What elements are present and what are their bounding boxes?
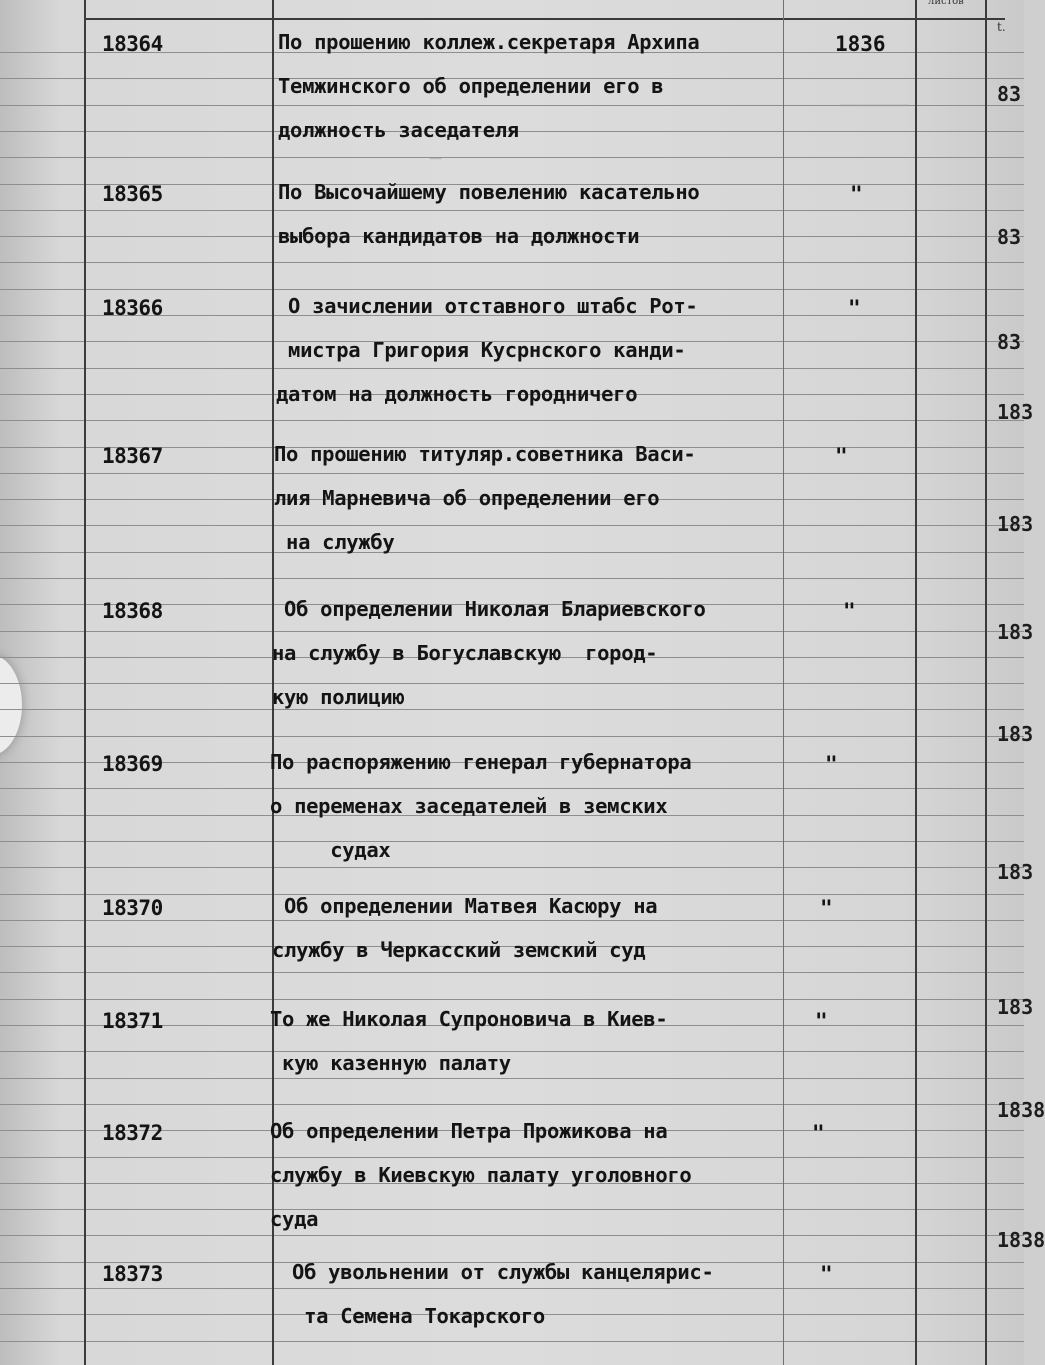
- margin-number: 83: [997, 225, 1022, 249]
- bleed-through-text: ──────: [840, 95, 909, 117]
- column-border-title: [783, 0, 784, 1365]
- column-border-year: [915, 0, 917, 1365]
- entry-number: 18364: [102, 32, 163, 56]
- entry-title-line: О зачислении отставного штабс Рот-: [276, 294, 698, 318]
- entry-title-line: службу в Киевскую палату уголовного: [270, 1163, 692, 1187]
- margin-number: 183: [997, 400, 1034, 424]
- ruled-line: [0, 736, 1024, 737]
- entry-title: [272, 587, 706, 719]
- ruled-line: [0, 157, 1024, 158]
- entry-year: ": [843, 599, 856, 623]
- margin-number: 1838: [997, 1228, 1045, 1252]
- entry-number: 18372: [102, 1121, 163, 1145]
- margin-number: 183: [997, 995, 1034, 1019]
- entry-title-line: на службу: [274, 530, 395, 554]
- margin-stub-label: t.: [997, 20, 1006, 34]
- entry-title: [270, 740, 691, 872]
- entry-year: ": [825, 752, 838, 776]
- entry-title-line: Темжинского об определении его в: [278, 74, 664, 98]
- entry-title-line: на службу в Богуславскую город-: [272, 641, 658, 665]
- entry-number: 18367: [102, 444, 163, 468]
- entry-number: 18369: [102, 752, 163, 776]
- entry-number: 18365: [102, 182, 163, 206]
- entry-title-line: кую полицию: [272, 685, 405, 709]
- entry-title: [274, 432, 695, 564]
- margin-number: 83: [997, 82, 1022, 106]
- entry-title-line: лия Марневича об определении его: [274, 486, 660, 510]
- entry-title-line: По прошению коллеж.секретаря Архипа: [278, 30, 700, 54]
- bleed-through-text: ─: [430, 148, 442, 170]
- entry-title-line: та Семена Токарского: [280, 1304, 545, 1328]
- entry-year: ": [848, 296, 861, 320]
- entry-number: 18370: [102, 896, 163, 920]
- entry-year: ": [835, 444, 848, 468]
- entry-title-line: Об определении Петра Прожикова на: [270, 1119, 668, 1143]
- column-border-left: [84, 0, 86, 1365]
- entry-title: [278, 170, 699, 258]
- entry-title-line: датом на должность городничего: [276, 382, 638, 406]
- margin-number: 183: [997, 512, 1034, 536]
- entry-number: 18366: [102, 296, 163, 320]
- entry-year: ": [820, 896, 833, 920]
- entry-title: [278, 20, 699, 152]
- entry-title: [270, 997, 667, 1085]
- entry-title-line: По распоряжению генерал губернатора: [270, 750, 692, 774]
- entry-year: ": [820, 1262, 833, 1286]
- entry-title: [280, 1250, 714, 1338]
- ruled-line: [0, 1104, 1024, 1105]
- entry-title-line: судах: [270, 838, 391, 862]
- entry-title: [272, 884, 657, 972]
- entry-title-line: мистра Григория Кусрнского канди-: [276, 338, 686, 362]
- entry-title-line: По Высочайшему повелению касательно: [278, 180, 700, 204]
- entry-title-line: Об определении Николая Блариевского: [272, 597, 706, 621]
- entry-title: [276, 284, 697, 416]
- ruled-line: [0, 578, 1024, 579]
- ruled-line: [0, 262, 1024, 263]
- entry-title-line: По прошению титуляр.советника Васи-: [274, 442, 696, 466]
- entry-title-line: выбора кандидатов на должности: [278, 224, 640, 248]
- margin-number: 83: [997, 330, 1022, 354]
- entry-title-line: суда: [270, 1207, 319, 1231]
- margin-number: 183: [997, 620, 1034, 644]
- margin-number: 183: [997, 722, 1034, 746]
- margin-number: 1838: [997, 1098, 1045, 1122]
- entry-title-line: кую казенную палату: [270, 1051, 511, 1075]
- entry-year: 1836: [835, 32, 886, 56]
- ruled-line: [0, 420, 1024, 421]
- ruled-line: [0, 972, 1024, 973]
- margin-number: 183: [997, 860, 1034, 884]
- thumb: [0, 655, 22, 755]
- entry-title-line: То же Николая Супроновича в Киев-: [270, 1007, 668, 1031]
- entry-number: 18373: [102, 1262, 163, 1286]
- entry-year: ": [815, 1009, 828, 1033]
- entry-year: ": [812, 1121, 825, 1145]
- entry-title: [270, 1109, 691, 1241]
- entry-number: 18371: [102, 1009, 163, 1033]
- entry-title-line: о переменах заседателей в земских: [270, 794, 668, 818]
- column-stub-label: листов: [928, 0, 964, 7]
- entry-title-line: Об определении Матвея Касюру на: [272, 894, 658, 918]
- entry-title-line: должность заседателя: [278, 118, 519, 142]
- ruled-line: [0, 1341, 1024, 1342]
- entry-year: ": [850, 182, 863, 206]
- entry-title-line: службу в Черкасский земский суд: [272, 938, 646, 962]
- entry-title-line: Об увольнении от службы канцелярис-: [280, 1260, 714, 1284]
- column-border-sheets: [985, 0, 987, 1365]
- entry-number: 18368: [102, 599, 163, 623]
